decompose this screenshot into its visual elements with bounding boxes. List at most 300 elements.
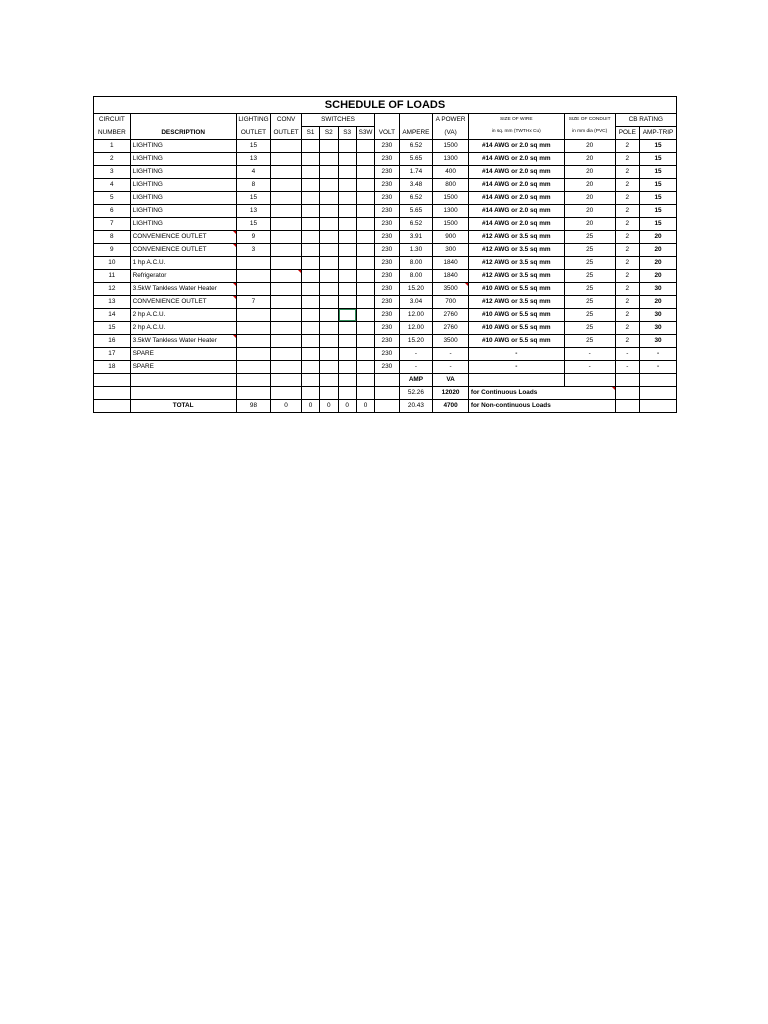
lighting-outlet-cell[interactable]: 15 [236,218,271,231]
pole-cell[interactable]: 2 [615,179,639,192]
apower-cell[interactable]: 700 [433,296,469,309]
volt-cell[interactable]: 230 [375,218,399,231]
s3-cell[interactable] [338,205,356,218]
conduit-size-cell[interactable]: 25 [564,231,615,244]
blank-cell[interactable] [94,400,131,413]
blank-cell[interactable] [640,387,677,400]
description-cell[interactable]: 1 hp A.C.U. [130,257,236,270]
ampere-cell[interactable]: 15.20 [399,335,433,348]
volt-cell[interactable]: 230 [375,283,399,296]
pole-cell[interactable]: - [615,348,639,361]
circuit-number-cell[interactable]: 16 [94,335,131,348]
lighting-outlet-cell[interactable]: 13 [236,205,271,218]
volt-cell[interactable]: 230 [375,361,399,374]
lighting-outlet-cell[interactable] [236,361,271,374]
amp-trip-cell[interactable]: 15 [640,179,677,192]
blank-cell[interactable] [301,387,319,400]
volt-cell[interactable]: 230 [375,179,399,192]
description-cell[interactable]: 3.5kW Tankless Water Heater [130,283,236,296]
conv-outlet-cell[interactable] [271,140,302,153]
s2-cell[interactable] [320,205,338,218]
circuit-number-cell[interactable]: 1 [94,140,131,153]
lighting-outlet-cell[interactable]: 9 [236,231,271,244]
s3w-cell[interactable] [356,153,374,166]
s1-cell[interactable] [301,140,319,153]
apower-cell[interactable]: 400 [433,166,469,179]
conv-outlet-cell[interactable] [271,231,302,244]
amp-trip-cell[interactable]: - [640,348,677,361]
blank-cell[interactable] [271,374,302,387]
apower-cell[interactable]: 1300 [433,205,469,218]
amp-trip-cell[interactable]: 30 [640,322,677,335]
lighting-outlet-cell[interactable] [236,335,271,348]
apower-cell[interactable]: 2760 [433,309,469,322]
apower-cell[interactable]: 2760 [433,322,469,335]
s2-cell[interactable] [320,270,338,283]
lighting-outlet-cell[interactable]: 4 [236,166,271,179]
total-label-cell[interactable]: TOTAL [130,400,236,413]
s1-cell[interactable] [301,244,319,257]
s3w-cell[interactable] [356,140,374,153]
apower-cell[interactable]: 800 [433,179,469,192]
s3w-cell[interactable] [356,257,374,270]
volt-cell[interactable]: 230 [375,140,399,153]
blank-cell[interactable] [338,374,356,387]
wire-size-cell[interactable]: #14 AWG or 2.0 sq mm [468,166,564,179]
va-label-cell[interactable]: VA [433,374,469,387]
blank-cell[interactable] [130,374,236,387]
blank-cell[interactable] [338,387,356,400]
conv-outlet-cell[interactable] [271,348,302,361]
description-cell[interactable]: LIGHTING [130,140,236,153]
ampere-cell[interactable]: 6.52 [399,218,433,231]
ampere-cell[interactable]: 5.65 [399,205,433,218]
total-s1-cell[interactable]: 0 [301,400,319,413]
wire-size-cell[interactable]: #10 AWG or 5.5 sq mm [468,322,564,335]
pole-cell[interactable]: 2 [615,322,639,335]
blank-cell[interactable] [615,387,639,400]
ampere-cell[interactable]: 3.91 [399,231,433,244]
s3w-cell[interactable] [356,166,374,179]
amp-trip-cell[interactable]: 20 [640,270,677,283]
pole-cell[interactable]: 2 [615,283,639,296]
s2-cell[interactable] [320,244,338,257]
blank-cell[interactable] [236,374,271,387]
ampere-cell[interactable]: 12.00 [399,309,433,322]
blank-cell[interactable] [640,374,677,387]
continuous-label-cell[interactable]: for Continuous Loads [468,387,615,400]
s3w-cell[interactable] [356,348,374,361]
volt-cell[interactable]: 230 [375,348,399,361]
circuit-number-cell[interactable]: 17 [94,348,131,361]
s2-cell[interactable] [320,283,338,296]
amp-trip-cell[interactable]: 15 [640,140,677,153]
s2-cell[interactable] [320,335,338,348]
circuit-number-cell[interactable]: 12 [94,283,131,296]
wire-size-cell[interactable]: #14 AWG or 2.0 sq mm [468,140,564,153]
apower-cell[interactable]: 1300 [433,153,469,166]
s2-cell[interactable] [320,296,338,309]
s1-cell[interactable] [301,296,319,309]
s3-cell[interactable] [338,231,356,244]
amp-trip-cell[interactable]: 30 [640,309,677,322]
conv-outlet-cell[interactable] [271,283,302,296]
total-lighting-cell[interactable]: 98 [236,400,271,413]
volt-cell[interactable]: 230 [375,296,399,309]
conduit-size-cell[interactable]: 20 [564,140,615,153]
ampere-cell[interactable]: 8.00 [399,257,433,270]
pole-cell[interactable]: 2 [615,309,639,322]
s1-cell[interactable] [301,309,319,322]
s3-cell[interactable] [338,218,356,231]
ampere-cell[interactable]: 1.30 [399,244,433,257]
wire-size-cell[interactable]: #12 AWG or 3.5 sq mm [468,257,564,270]
conduit-size-cell[interactable]: 25 [564,309,615,322]
volt-cell[interactable]: 230 [375,244,399,257]
amp-trip-cell[interactable]: 15 [640,166,677,179]
noncontinuous-va-cell[interactable]: 4700 [433,400,469,413]
blank-cell[interactable] [236,387,271,400]
amp-trip-cell[interactable]: 20 [640,231,677,244]
total-s2-cell[interactable]: 0 [320,400,338,413]
blank-cell[interactable] [356,374,374,387]
ampere-cell[interactable]: 12.00 [399,322,433,335]
lighting-outlet-cell[interactable]: 8 [236,179,271,192]
s3-cell[interactable] [338,348,356,361]
description-cell[interactable]: 2 hp A.C.U. [130,322,236,335]
blank-cell[interactable] [640,400,677,413]
conduit-size-cell[interactable]: 25 [564,257,615,270]
pole-cell[interactable]: 2 [615,270,639,283]
s3-cell[interactable] [338,296,356,309]
blank-cell[interactable] [301,374,319,387]
apower-cell[interactable]: 1500 [433,140,469,153]
s1-cell[interactable] [301,179,319,192]
conduit-size-cell[interactable]: 20 [564,218,615,231]
amp-trip-cell[interactable]: 30 [640,283,677,296]
blank-cell[interactable] [271,387,302,400]
volt-cell[interactable]: 230 [375,153,399,166]
pole-cell[interactable]: 2 [615,205,639,218]
s2-cell[interactable] [320,231,338,244]
description-cell[interactable]: CONVENIENCE OUTLET [130,296,236,309]
volt-cell[interactable]: 230 [375,205,399,218]
wire-size-cell[interactable]: #12 AWG or 3.5 sq mm [468,296,564,309]
conv-outlet-cell[interactable] [271,309,302,322]
amp-trip-cell[interactable]: 20 [640,244,677,257]
conv-outlet-cell[interactable] [271,166,302,179]
blank-cell[interactable] [615,374,639,387]
blank-cell[interactable] [94,374,131,387]
blank-cell[interactable] [468,374,564,387]
ampere-cell[interactable]: 8.00 [399,270,433,283]
circuit-number-cell[interactable]: 10 [94,257,131,270]
conduit-size-cell[interactable]: 20 [564,179,615,192]
continuous-amp-cell[interactable]: 52.26 [399,387,433,400]
lighting-outlet-cell[interactable]: 15 [236,140,271,153]
amp-trip-cell[interactable]: 15 [640,218,677,231]
circuit-number-cell[interactable]: 5 [94,192,131,205]
conduit-size-cell[interactable]: - [564,361,615,374]
amp-trip-cell[interactable]: 15 [640,192,677,205]
s1-cell[interactable] [301,361,319,374]
ampere-cell[interactable]: 6.52 [399,140,433,153]
ampere-cell[interactable]: 15.20 [399,283,433,296]
ampere-cell[interactable]: 5.65 [399,153,433,166]
s3-cell[interactable] [338,179,356,192]
s3-cell[interactable] [338,153,356,166]
volt-cell[interactable]: 230 [375,231,399,244]
pole-cell[interactable]: 2 [615,153,639,166]
wire-size-cell[interactable]: #12 AWG or 3.5 sq mm [468,270,564,283]
conduit-size-cell[interactable]: 25 [564,322,615,335]
blank-cell[interactable] [94,387,131,400]
amp-trip-cell[interactable]: 20 [640,257,677,270]
description-cell[interactable]: LIGHTING [130,205,236,218]
apower-cell[interactable]: 300 [433,244,469,257]
conduit-size-cell[interactable]: 25 [564,244,615,257]
conv-outlet-cell[interactable] [271,257,302,270]
circuit-number-cell[interactable]: 6 [94,205,131,218]
conv-outlet-cell[interactable] [271,179,302,192]
pole-cell[interactable]: 2 [615,192,639,205]
wire-size-cell[interactable]: - [468,348,564,361]
total-s3w-cell[interactable]: 0 [356,400,374,413]
s2-cell[interactable] [320,322,338,335]
apower-cell[interactable]: - [433,348,469,361]
ampere-cell[interactable]: 3.04 [399,296,433,309]
circuit-number-cell[interactable]: 3 [94,166,131,179]
s2-cell[interactable] [320,218,338,231]
ampere-cell[interactable]: - [399,348,433,361]
amp-trip-cell[interactable]: 15 [640,205,677,218]
conv-outlet-cell[interactable] [271,244,302,257]
wire-size-cell[interactable]: #12 AWG or 3.5 sq mm [468,244,564,257]
wire-size-cell[interactable]: #12 AWG or 3.5 sq mm [468,231,564,244]
s1-cell[interactable] [301,257,319,270]
wire-size-cell[interactable]: #10 AWG or 5.5 sq mm [468,309,564,322]
circuit-number-cell[interactable]: 8 [94,231,131,244]
lighting-outlet-cell[interactable] [236,309,271,322]
s1-cell[interactable] [301,153,319,166]
conv-outlet-cell[interactable] [271,296,302,309]
description-cell[interactable]: LIGHTING [130,218,236,231]
pole-cell[interactable]: 2 [615,231,639,244]
ampere-cell[interactable]: - [399,361,433,374]
circuit-number-cell[interactable]: 9 [94,244,131,257]
s3w-cell[interactable] [356,192,374,205]
circuit-number-cell[interactable]: 11 [94,270,131,283]
circuit-number-cell[interactable]: 4 [94,179,131,192]
circuit-number-cell[interactable]: 7 [94,218,131,231]
s3w-cell[interactable] [356,296,374,309]
apower-cell[interactable]: 1840 [433,270,469,283]
s2-cell[interactable] [320,179,338,192]
description-cell[interactable]: 2 hp A.C.U. [130,309,236,322]
wire-size-cell[interactable]: #14 AWG or 2.0 sq mm [468,153,564,166]
description-cell[interactable]: CONVENIENCE OUTLET [130,244,236,257]
lighting-outlet-cell[interactable]: 15 [236,192,271,205]
conv-outlet-cell[interactable] [271,361,302,374]
conduit-size-cell[interactable]: 25 [564,335,615,348]
blank-cell[interactable] [320,374,338,387]
s2-cell[interactable] [320,361,338,374]
s1-cell[interactable] [301,283,319,296]
s3w-cell[interactable] [356,335,374,348]
description-cell[interactable]: LIGHTING [130,192,236,205]
pole-cell[interactable]: 2 [615,296,639,309]
s3-cell[interactable] [338,166,356,179]
apower-cell[interactable]: 3500 [433,335,469,348]
s2-cell[interactable] [320,348,338,361]
conduit-size-cell[interactable]: 25 [564,283,615,296]
ampere-cell[interactable]: 1.74 [399,166,433,179]
s1-cell[interactable] [301,166,319,179]
conv-outlet-cell[interactable] [271,335,302,348]
conv-outlet-cell[interactable] [271,192,302,205]
s1-cell[interactable] [301,192,319,205]
volt-cell[interactable]: 230 [375,270,399,283]
s3-cell[interactable] [338,322,356,335]
description-cell[interactable]: LIGHTING [130,166,236,179]
apower-cell[interactable]: 3500 [433,283,469,296]
blank-cell[interactable] [615,400,639,413]
lighting-outlet-cell[interactable] [236,322,271,335]
lighting-outlet-cell[interactable] [236,257,271,270]
conduit-size-cell[interactable]: 20 [564,166,615,179]
s1-cell[interactable] [301,270,319,283]
wire-size-cell[interactable]: - [468,361,564,374]
wire-size-cell[interactable]: #14 AWG or 2.0 sq mm [468,192,564,205]
pole-cell[interactable]: - [615,361,639,374]
description-cell[interactable]: SPARE [130,348,236,361]
s3-cell[interactable] [338,283,356,296]
ampere-cell[interactable]: 3.48 [399,179,433,192]
s2-cell[interactable] [320,192,338,205]
continuous-va-cell[interactable]: 12020 [433,387,469,400]
circuit-number-cell[interactable]: 13 [94,296,131,309]
blank-cell[interactable] [375,374,399,387]
lighting-outlet-cell[interactable]: 3 [236,244,271,257]
lighting-outlet-cell[interactable]: 7 [236,296,271,309]
s3-cell[interactable] [338,335,356,348]
pole-cell[interactable]: 2 [615,335,639,348]
noncontinuous-label-cell[interactable]: for Non-continuous Loads [468,400,615,413]
s3w-cell[interactable] [356,205,374,218]
blank-cell[interactable] [130,387,236,400]
total-conv-cell[interactable]: 0 [271,400,302,413]
blank-cell[interactable] [320,387,338,400]
s2-cell[interactable] [320,153,338,166]
conduit-size-cell[interactable]: 20 [564,205,615,218]
conv-outlet-cell[interactable] [271,270,302,283]
blank-cell[interactable] [375,387,399,400]
total-s3-cell[interactable]: 0 [338,400,356,413]
s1-cell[interactable] [301,322,319,335]
s2-cell[interactable] [320,309,338,322]
s3w-cell[interactable] [356,361,374,374]
description-cell[interactable]: SPARE [130,361,236,374]
s3-cell[interactable] [338,244,356,257]
s3w-cell[interactable] [356,231,374,244]
amp-label-cell[interactable]: AMP [399,374,433,387]
pole-cell[interactable]: 2 [615,257,639,270]
blank-cell[interactable] [356,387,374,400]
lighting-outlet-cell[interactable] [236,270,271,283]
s1-cell[interactable] [301,205,319,218]
ampere-cell[interactable]: 6.52 [399,192,433,205]
wire-size-cell[interactable]: #10 AWG or 5.5 sq mm [468,283,564,296]
s3-cell[interactable] [338,361,356,374]
s3w-cell[interactable] [356,322,374,335]
s2-cell[interactable] [320,166,338,179]
description-cell[interactable]: LIGHTING [130,153,236,166]
pole-cell[interactable]: 2 [615,218,639,231]
description-cell[interactable]: 3.5kW Tankless Water Heater [130,335,236,348]
conduit-size-cell[interactable]: - [564,348,615,361]
s3-cell[interactable] [338,140,356,153]
s1-cell[interactable] [301,231,319,244]
description-cell[interactable]: CONVENIENCE OUTLET [130,231,236,244]
wire-size-cell[interactable]: #14 AWG or 2.0 sq mm [468,218,564,231]
volt-cell[interactable]: 230 [375,335,399,348]
blank-cell[interactable] [375,400,399,413]
s3w-cell[interactable] [356,179,374,192]
s2-cell[interactable] [320,257,338,270]
circuit-number-cell[interactable]: 15 [94,322,131,335]
conduit-size-cell[interactable]: 25 [564,296,615,309]
s3w-cell[interactable] [356,270,374,283]
s1-cell[interactable] [301,335,319,348]
volt-cell[interactable]: 230 [375,257,399,270]
pole-cell[interactable]: 2 [615,244,639,257]
conv-outlet-cell[interactable] [271,322,302,335]
description-cell[interactable]: LIGHTING [130,179,236,192]
lighting-outlet-cell[interactable]: 13 [236,153,271,166]
s1-cell[interactable] [301,218,319,231]
pole-cell[interactable]: 2 [615,140,639,153]
s3w-cell[interactable] [356,218,374,231]
noncontinuous-amp-cell[interactable]: 20.43 [399,400,433,413]
description-cell[interactable]: Refrigerator [130,270,236,283]
conv-outlet-cell[interactable] [271,205,302,218]
s1-cell[interactable] [301,348,319,361]
lighting-outlet-cell[interactable] [236,348,271,361]
lighting-outlet-cell[interactable] [236,283,271,296]
s3-cell[interactable] [338,309,356,322]
s3w-cell[interactable] [356,244,374,257]
amp-trip-cell[interactable]: 20 [640,296,677,309]
circuit-number-cell[interactable]: 18 [94,361,131,374]
conduit-size-cell[interactable]: 25 [564,270,615,283]
conduit-size-cell[interactable]: 20 [564,192,615,205]
volt-cell[interactable]: 230 [375,166,399,179]
volt-cell[interactable]: 230 [375,309,399,322]
conv-outlet-cell[interactable] [271,153,302,166]
conv-outlet-cell[interactable] [271,218,302,231]
s3-cell[interactable] [338,192,356,205]
amp-trip-cell[interactable]: - [640,361,677,374]
wire-size-cell[interactable]: #10 AWG or 5.5 sq mm [468,335,564,348]
volt-cell[interactable]: 230 [375,192,399,205]
conduit-size-cell[interactable]: 20 [564,153,615,166]
volt-cell[interactable]: 230 [375,322,399,335]
amp-trip-cell[interactable]: 15 [640,153,677,166]
apower-cell[interactable]: 1500 [433,218,469,231]
apower-cell[interactable]: 900 [433,231,469,244]
amp-trip-cell[interactable]: 30 [640,335,677,348]
apower-cell[interactable]: - [433,361,469,374]
